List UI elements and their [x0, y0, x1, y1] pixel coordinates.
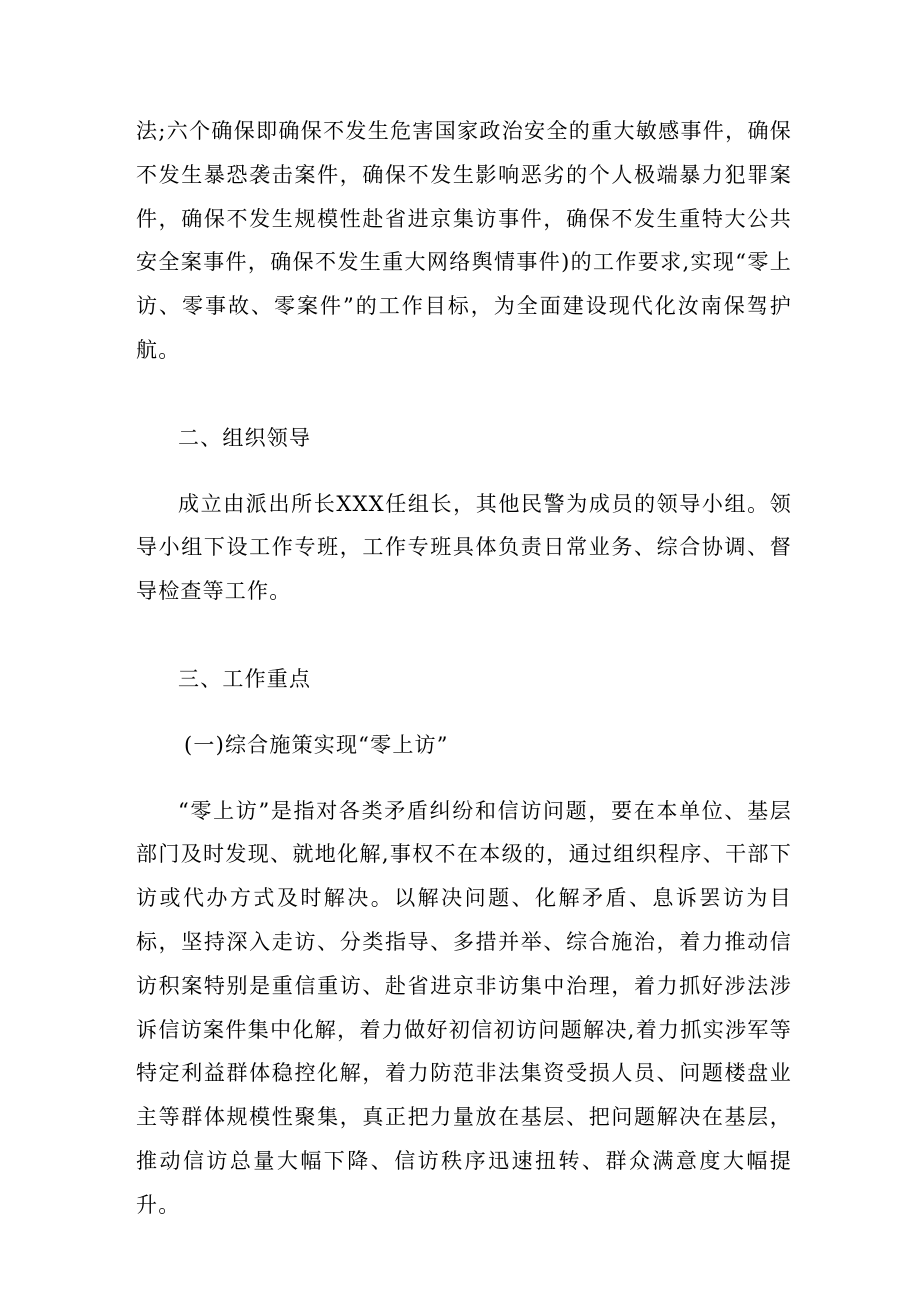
subsection-heading-zero-petition: (一)综合施策实现“零上访” [184, 732, 449, 757]
paragraph-intro-continuation: 法;六个确保即确保不发生危害国家政治安全的重大敏感事件，确保不发生暴恐袭击案件，确保不发生影响恶劣的个人极端暴力犯罪案件，确保不发生规模性赴省进京集访事件，确保不发生重特大公共安全案事件，确保不发生重大网络舆情事件)的工作要求,实现“零上访、零事故、零案件”的工作目标，为全面建设现代化汝南保驾护航。 [136, 119, 792, 362]
section-heading-organization: 二、组织领导 [178, 425, 312, 450]
paragraph-zero-petition: “零上访”是指对各类矛盾纠纷和信访问题，要在本单位、基层部门及时发现、就地化解,事权不在本级的，通过组织程序、干部下访或代办方式及时解决。以解决问题、化解矛盾、息诉罢访为目标，坚持深入走访、分类指导、多措并举、综合施治，着力推动信访积案特别是重信重访、赴省进京非访集中治理，着力抓好涉法涉诉信访案件集中化解，着力做好初信初访问题解决,着力抓实涉军等特定利益群体稳控化解，着力防范非法集资受损人员、问题楼盘业主等群体规模性聚集，真正把力量放在基层、把问题解决在基层，推动信访总量大幅下降、信访秩序迅速扭转、群众满意度大幅提升。 [136, 798, 792, 1217]
document-body [136, 110, 792, 1228]
paragraph-organization: 成立由派出所长XXX任组长，其他民警为成员的领导小组。领导小组下设工作专班，工作专班具体负责日常业务、综合协调、督导检查等工作。 [136, 491, 792, 604]
section-heading-work-focus: 三、工作重点 [178, 666, 312, 691]
